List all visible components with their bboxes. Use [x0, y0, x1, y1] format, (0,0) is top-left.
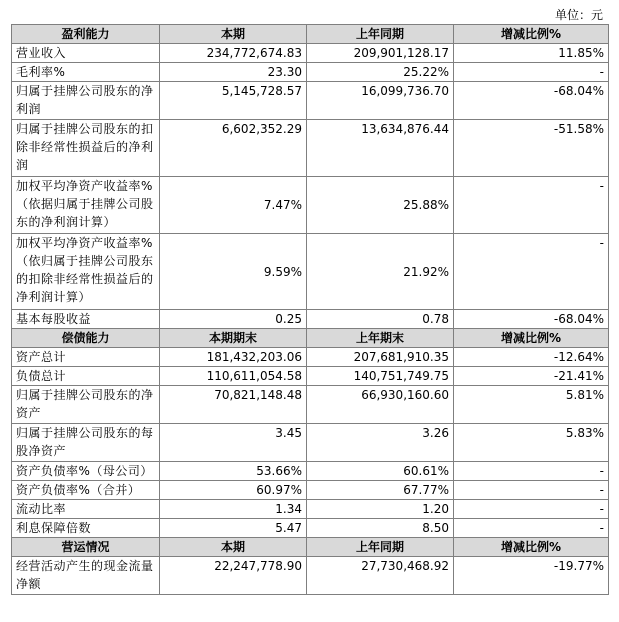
row-label: 资产负债率%（合并） [12, 481, 160, 500]
current-value: 234,772,674.83 [160, 44, 307, 63]
row-label: 流动比率 [12, 500, 160, 519]
table-row [12, 310, 609, 329]
current-value: 1.34 [160, 500, 307, 519]
row-label: 归属于挂牌公司股东的净利润 [12, 82, 160, 120]
section-header-solvency [12, 329, 609, 348]
row-label: 归属于挂牌公司股东的净资产 [12, 386, 160, 424]
table-row [12, 519, 609, 538]
table-row [12, 44, 609, 63]
table-row [12, 462, 609, 481]
current-value: 23.30 [160, 63, 307, 82]
current-value: 7.47% [160, 177, 307, 234]
table-row [12, 557, 609, 595]
change-value: - [454, 234, 609, 310]
change-value: - [454, 462, 609, 481]
table-row [12, 386, 609, 424]
row-label: 加权平均净资产收益率%（依据归属于挂牌公司股东的净利润计算） [12, 177, 160, 234]
current-value: 70,821,148.48 [160, 386, 307, 424]
change-value: -68.04% [454, 310, 609, 329]
prior-value: 67.77% [307, 481, 454, 500]
row-label: 加权平均净资产收益率%（依归属于挂牌公司股东的扣除非经常性损益后的净利润计算） [12, 234, 160, 310]
table-row [12, 500, 609, 519]
current-value: 5.47 [160, 519, 307, 538]
change-value: -68.04% [454, 82, 609, 120]
prior-value: 66,930,160.60 [307, 386, 454, 424]
change-value: 11.85% [454, 44, 609, 63]
current-value: 53.66% [160, 462, 307, 481]
change-value: -21.41% [454, 367, 609, 386]
row-label: 经营活动产生的现金流量净额 [12, 557, 160, 595]
change-value: - [454, 519, 609, 538]
table-row [12, 234, 609, 310]
current-value: 22,247,778.90 [160, 557, 307, 595]
table-row [12, 348, 609, 367]
change-value: -19.77% [454, 557, 609, 595]
current-value: 181,432,203.06 [160, 348, 307, 367]
header-cell: 上年同期 [307, 538, 454, 557]
prior-value: 25.88% [307, 177, 454, 234]
header-cell: 营运情况 [12, 538, 160, 557]
current-value: 60.97% [160, 481, 307, 500]
header-cell: 偿债能力 [12, 329, 160, 348]
section-header-profitability [12, 25, 609, 44]
current-value: 0.25 [160, 310, 307, 329]
prior-value: 3.26 [307, 424, 454, 462]
prior-value: 209,901,128.17 [307, 44, 454, 63]
current-value: 110,611,054.58 [160, 367, 307, 386]
header-cell: 上年同期 [307, 25, 454, 44]
current-value: 6,602,352.29 [160, 120, 307, 177]
change-value: 5.81% [454, 386, 609, 424]
header-cell: 增减比例% [454, 25, 609, 44]
prior-value: 21.92% [307, 234, 454, 310]
table-row [12, 424, 609, 462]
change-value: -12.64% [454, 348, 609, 367]
change-value: -51.58% [454, 120, 609, 177]
prior-value: 0.78 [307, 310, 454, 329]
header-cell: 增减比例% [454, 538, 609, 557]
row-label: 利息保障倍数 [12, 519, 160, 538]
section-header-operations [12, 538, 609, 557]
header-cell: 上年期末 [307, 329, 454, 348]
row-label: 负债总计 [12, 367, 160, 386]
row-label: 基本每股收益 [12, 310, 160, 329]
row-label: 营业收入 [12, 44, 160, 63]
change-value: 5.83% [454, 424, 609, 462]
prior-value: 25.22% [307, 63, 454, 82]
table-row [12, 481, 609, 500]
table-row [12, 82, 609, 120]
change-value: - [454, 500, 609, 519]
table-row [12, 177, 609, 234]
prior-value: 60.61% [307, 462, 454, 481]
financial-summary-table [11, 24, 609, 595]
prior-value: 13,634,876.44 [307, 120, 454, 177]
prior-value: 140,751,749.75 [307, 367, 454, 386]
row-label: 资产负债率%（母公司） [12, 462, 160, 481]
unit-label: 单位：元 [554, 8, 603, 22]
change-value: - [454, 481, 609, 500]
prior-value: 1.20 [307, 500, 454, 519]
table-row [12, 367, 609, 386]
change-value: - [454, 63, 609, 82]
row-label: 归属于挂牌公司股东的每股净资产 [12, 424, 160, 462]
header-cell: 本期 [160, 538, 307, 557]
table-row [12, 63, 609, 82]
prior-value: 8.50 [307, 519, 454, 538]
header-cell: 本期 [160, 25, 307, 44]
current-value: 3.45 [160, 424, 307, 462]
current-value: 5,145,728.57 [160, 82, 307, 120]
header-cell: 盈利能力 [12, 25, 160, 44]
row-label: 归属于挂牌公司股东的扣除非经常性损益后的净利润 [12, 120, 160, 177]
table-row [12, 120, 609, 177]
row-label: 资产总计 [12, 348, 160, 367]
prior-value: 16,099,736.70 [307, 82, 454, 120]
row-label: 毛利率% [12, 63, 160, 82]
header-cell: 增减比例% [454, 329, 609, 348]
prior-value: 207,681,910.35 [307, 348, 454, 367]
prior-value: 27,730,468.92 [307, 557, 454, 595]
header-cell: 本期期末 [160, 329, 307, 348]
change-value: - [454, 177, 609, 234]
current-value: 9.59% [160, 234, 307, 310]
